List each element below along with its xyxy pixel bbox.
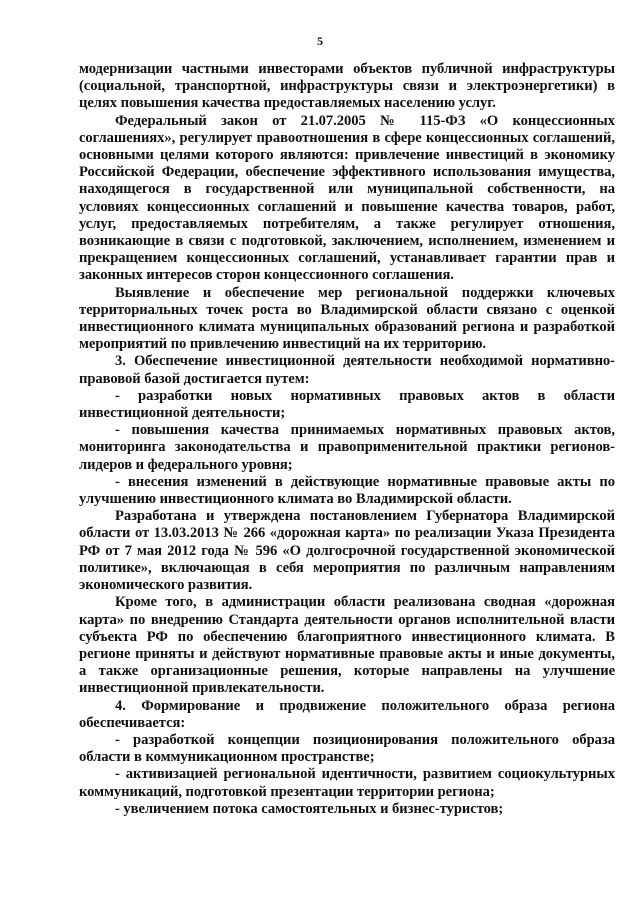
list-item: - разработки новых нормативных правовых актов в области инвестиционной деятельности;: [79, 387, 615, 422]
list-item: - увеличением потока самостоятельных и бизнес-туристов;: [115, 800, 504, 817]
paragraph: Кроме того, в администрации области реализована сводная «дорожная карта» по внедрению Стандарта деятельности органов исполнительной власти субъекта РФ по обеспечению благоприятного инвестиционного климата. В регионе приняты и действуют нормативные правовые акты и иные документы, а также организационные решения, которые направлены на улучшение инвестиционной привлекательности.: [79, 594, 615, 697]
paragraph: 3. Обеспечение инвестиционной деятельности необходимой нормативно-правовой базой достигается путем:: [79, 353, 615, 387]
paragraph: 4. Формирование и продвижение положительного образа региона обеспечивается:: [79, 697, 615, 731]
paragraph: Разработана и утверждена постановлением Губернатора Владимирской области от 13.03.2013 № 266 «дорожная карта» по реализации Указа Президента РФ от 7 мая 2012 года № 596 «О долгосрочной государственной экономической политике», включающая в себя мероприятия по различным направлениям экономического развития.: [79, 508, 615, 594]
paragraph: Федеральный закон от 21.07.2005 № 115-ФЗ «О концессионных соглашениях», регулирует правоотношения в сфере концессионных соглашений, основными целями которого являются: привлечение инвестиций в экономику Российской Федерации, обеспечение эффективного использования имущества, находящегося в государственной или муниципальной собственности, на условиях концессионных соглашений и повышение качества товаров, работ, услуг, предоставляемых потребителям, а также регулирует отношения, возникающие в связи с подготовкой, заключением, исполнением, изменением и прекращением концессионных соглашений, устанавливает гарантии прав и законных интересов сторон концессионного соглашения.: [79, 112, 615, 284]
list-item: - внесения изменений в действующие нормативные правовые акты по улучшению инвестиционного климата во Владимирской области.: [79, 473, 615, 508]
document-body: [79, 61, 615, 818]
list-item: - разработкой концепции позиционирования положительного образа области в коммуникационном пространстве;: [79, 731, 615, 766]
paragraph: модернизации частными инвесторами объектов публичной инфраструктуры (социальной, транспортной, инфраструктуры связи и электроэнергетики) в целях повышения качества предоставляемых населению услуг.: [79, 61, 615, 112]
list-item: - повышения качества принимаемых нормативных правовых актов, мониторинга законодательства и правоприменительной практики регионов-лидеров и федерального уровня;: [79, 422, 615, 473]
paragraph: Выявление и обеспечение мер региональной поддержки ключевых территориальных точек роста во Владимирской области связано с оценкой инвестиционного климата муниципальных образований региона и разработкой мероприятий по привлечению инвестиций на их территорию.: [79, 284, 615, 353]
page-number: 5: [317, 34, 323, 48]
list-item: - активизацией региональной идентичности, развитием социокультурных коммуникаций, подготовкой презентации территории региона;: [79, 766, 615, 800]
